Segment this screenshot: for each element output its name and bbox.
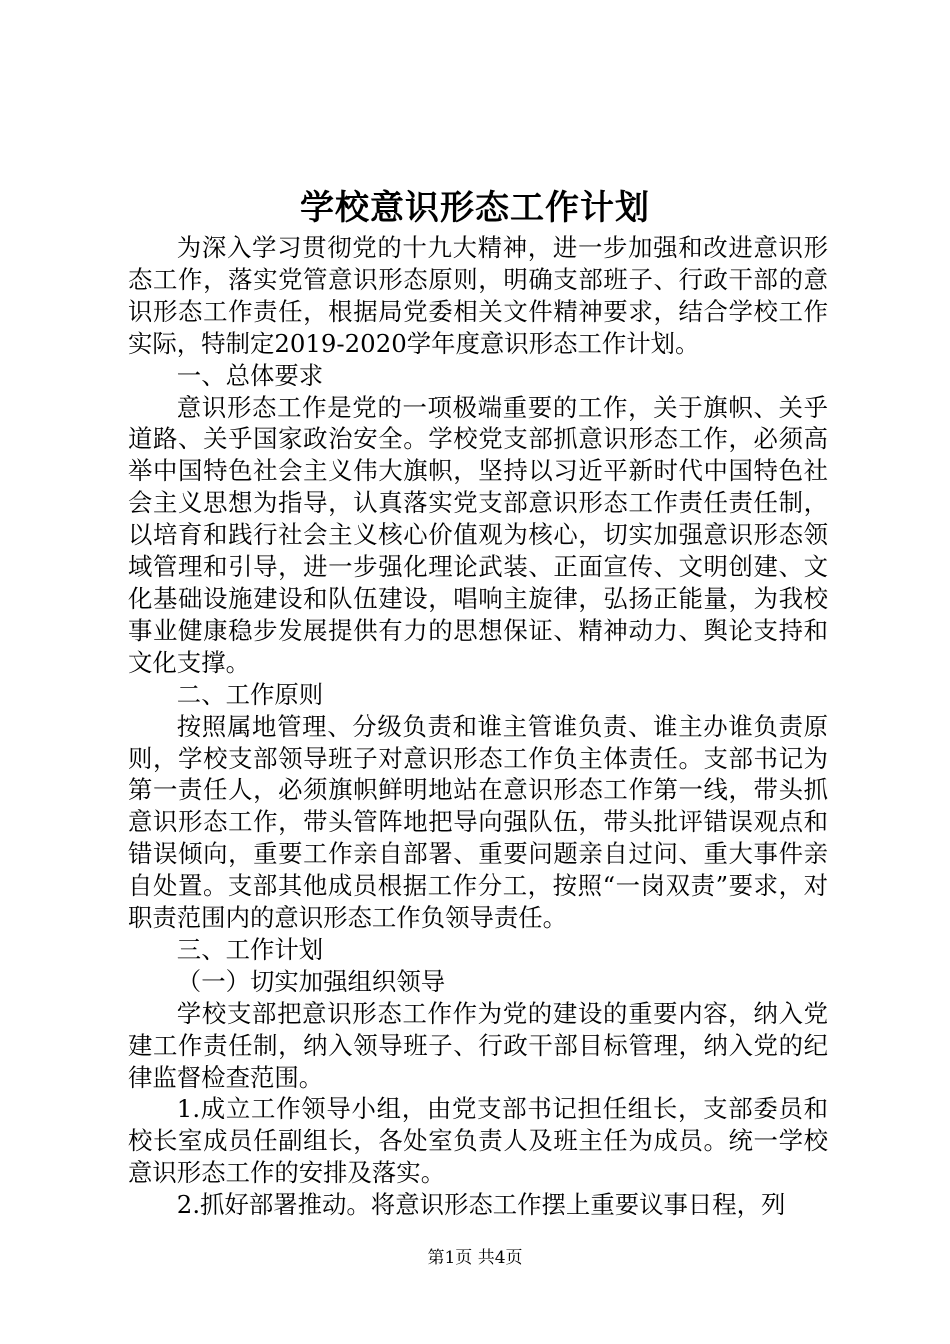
- list-item-1: 1.成立工作领导小组，由党支部书记担任组长，支部委员和校长室成员任副组长，各处室负责人及班主任为成员。统一学校意识形态工作的安排及落实。: [128, 1094, 828, 1188]
- general-requirements-paragraph: 意识形态工作是党的一项极端重要的工作，关于旗帜、关乎道路、关乎国家政治安全。学校党支部抓意识形态工作，必须高举中国特色社会主义伟大旗帜，坚持以习近平新时代中国特色社会主义思想为指导，认真落实党支部意识形态工作责任责任制，以培育和践行社会主义核心价值观为核心，切实加强意识形态领域管理和引导，进一步强化理论武装、正面宣传、文明创建、文化基础设施建设和队伍建设，唱响主旋律，弘扬正能量，为我校事业健康稳步发展提供有力的思想保证、精神动力、舆论支持和文化支撑。: [128, 392, 828, 677]
- intro-paragraph: 为深入学习贯彻党的十九大精神，进一步加强和改进意识形态工作，落实党管意识形态原则，明确支部班子、行政干部的意识形态工作责任，根据局党委相关文件精神要求，结合学校工作实际，特制定2019-2020学年度意识形态工作计划。: [128, 233, 828, 358]
- work-principles-paragraph: 按照属地管理、分级负责和谁主管谁负责、谁主办谁负责原则，学校支部领导班子对意识形态工作负主体责任。支部书记为第一责任人，必须旗帜鲜明地站在意识形态工作第一线，带头抓意识形态工作，带头管阵地把导向强队伍，带头批评错误观点和错误倾向，重要工作亲自部署、重要问题亲自过问、重大事件亲自处置。支部其他成员根据工作分工，按照“一岗双责”要求，对职责范围内的意识形态工作负领导责任。: [128, 711, 828, 933]
- section-heading-work-principles: 二、工作原则: [176, 679, 324, 709]
- document-title: 学校意识形态工作计划: [300, 188, 650, 228]
- section-heading-work-plan: 三、工作计划: [176, 934, 324, 964]
- organization-paragraph: 学校支部把意识形态工作作为党的建设的重要内容，纳入党建工作责任制，纳入领导班子、行政干部目标管理，纳入党的纪律监督检查范围。: [128, 998, 828, 1092]
- page-number: 第1页 共4页: [427, 1248, 523, 1268]
- list-item-2: 2.抓好部署推动。将意识形态工作摆上重要议事日程，列: [176, 1190, 786, 1220]
- subsection-heading-organization: （一）切实加强组织领导: [176, 966, 446, 996]
- document-body: [128, 232, 828, 1221]
- section-heading-general-requirements: 一、总体要求: [176, 360, 324, 390]
